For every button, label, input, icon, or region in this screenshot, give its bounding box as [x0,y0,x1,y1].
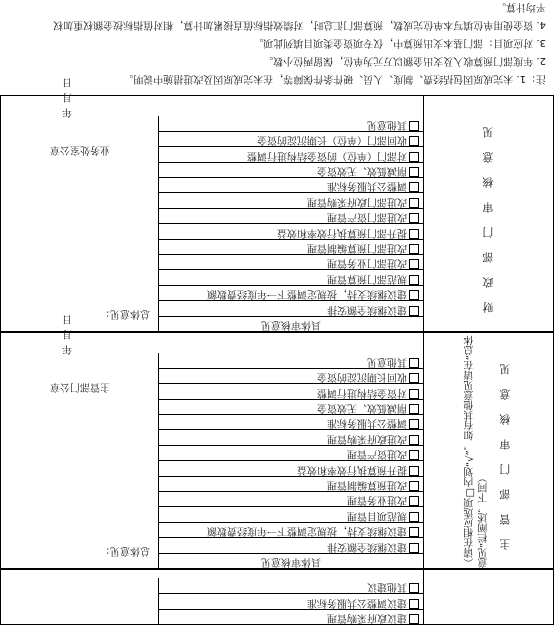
top-option-label: 建议调整公共服务标准 [307,596,407,608]
top-option-label: 其他建议 [367,581,407,593]
checkbox-icon[interactable] [409,182,419,192]
finance-option[interactable] [159,223,423,238]
finance-title-cell [423,96,553,331]
dept-option[interactable] [159,353,423,368]
top-option[interactable] [159,593,423,608]
checkbox-icon[interactable] [409,290,419,300]
checkbox-icon[interactable] [409,450,419,460]
checkbox-icon[interactable] [409,152,419,162]
dept-option-label: 收回长期沉淀的资金 [317,371,407,383]
checkbox-icon[interactable] [409,198,419,208]
dept-option[interactable] [159,522,423,537]
dept-option[interactable] [159,460,423,475]
finance-option[interactable] [159,192,423,207]
dept-option[interactable] [159,537,423,552]
dept-sign [1,313,158,568]
finance-option[interactable] [159,254,423,269]
checkbox-icon[interactable] [409,496,419,506]
top-options [158,578,423,624]
top-section [0,569,554,625]
finance-option-label: 改进部门业务管理 [327,257,407,269]
dept-option-label: 调整公共服务标准 [327,417,407,429]
finance-option-label: 削减低效、无效资金 [317,165,407,177]
finance-option-label: 建议继续全额安排 [327,303,407,315]
checkbox-icon[interactable] [409,358,419,368]
checkbox-icon[interactable] [409,419,419,429]
checkbox-icon[interactable] [409,435,419,445]
finance-option-label: 收回部门（单位）长期沉淀的资金 [257,134,407,146]
dept-option-label: 其他意见 [367,355,407,367]
finance-option-label: 对部门（单位）的资金结构进行调整 [247,149,407,161]
dept-option-label: 改进政府采购管理 [327,432,407,444]
checkbox-icon[interactable] [409,583,419,593]
footnote-line: 注：1. 未完成原因包括经费、制度、人员、硬件条件保障等，在未完成原因及改进措施中说明。 [123,73,546,84]
finance-option[interactable] [159,131,423,146]
top-option[interactable] [159,578,423,593]
finance-option[interactable] [159,239,423,254]
dept-option[interactable] [159,506,423,521]
dept-note: （请在相应选项□内划“√”，如有其他意见请在“总体意见”栏阐述，下同） [464,335,490,568]
checkbox-icon[interactable] [409,527,419,537]
footnote-line: 4. 资金使用单位填写本单位完成数，预算部门汇总时，对绩效指标值直接累加计算，相对值指标按金额权重加权 [53,19,546,30]
dept-option-label: 削减低效、无效资金 [317,402,407,414]
finance-option[interactable] [159,146,423,161]
checkbox-icon[interactable] [409,614,419,624]
dept-option-label: 对资金结构进行调整 [317,386,407,398]
dept-option-label: 规范项目管理 [347,509,407,521]
checkbox-icon[interactable] [409,466,419,476]
dept-overall-label: 总体意见： [100,545,150,556]
finance-option-label: 改进部门预算编制管理 [307,242,407,254]
dept-signer: 主管部门公章 [50,381,110,392]
finance-date: 年 月 日 [44,76,72,117]
checkbox-icon[interactable] [409,244,419,254]
checkbox-icon[interactable] [409,404,419,414]
dept-option-label: 提升预算执行效率和效益 [297,463,407,475]
dept-option[interactable] [159,429,423,444]
finance-option-label: 改进部门政府采购管理 [307,195,407,207]
checkbox-icon[interactable] [409,306,419,316]
finance-option[interactable] [159,300,423,315]
checkbox-icon[interactable] [409,275,419,285]
dept-option-label: 建议继续支持，按规定调整下一年度经费数额 [207,525,407,537]
finance-option-label: 其他意见 [367,118,407,130]
finance-option[interactable] [159,177,423,192]
finance-option[interactable] [159,116,423,131]
footnote-line: 3. 对应项目：部门基本支出预算中，仅专项资金类项目填列此项。 [253,37,546,48]
finance-option-label: 规范部门预算管理 [327,272,407,284]
dept-title-cell [423,333,553,568]
dept-option[interactable] [159,476,423,491]
checkbox-icon[interactable] [409,229,419,239]
dept-option-label: 改进业务管理 [347,494,407,506]
checkbox-icon[interactable] [409,543,419,553]
checkbox-icon[interactable] [409,373,419,383]
checkbox-icon[interactable] [409,121,419,131]
finance-overall-label: 总体意见： [100,308,150,319]
finance-option[interactable] [159,285,423,300]
checkbox-icon[interactable] [409,481,419,491]
checkbox-icon[interactable] [409,389,419,399]
top-option[interactable] [159,609,423,624]
dept-option-label: 改进资产管理 [347,448,407,460]
dept-option[interactable] [159,383,423,398]
footnote-line: 2. 年度部门预算收入及支出金额以万元为单位，保留两位小数。 [263,55,546,66]
dept-option[interactable] [159,491,423,506]
finance-sign [1,76,158,331]
checkbox-icon[interactable] [409,512,419,522]
finance-options [158,116,423,331]
dept-section [0,313,554,569]
footnotes [6,0,546,87]
finance-option-label: 建议继续支持，按规定调整下一年度经费数额 [207,288,407,300]
checkbox-icon[interactable] [409,136,419,146]
finance-head: 具体审核意见 [159,316,423,331]
dept-title: 主管部门审核意见 [498,350,512,551]
dept-date: 年 月 日 [44,313,72,354]
dept-option[interactable] [159,368,423,383]
dept-option[interactable] [159,445,423,460]
dept-option-label: 建议继续全额安排 [327,540,407,552]
top-option-label: 建议政府采购管理 [327,612,407,623]
dept-head: 具体审核意见 [159,553,423,568]
finance-option[interactable] [159,269,423,284]
dept-options [158,353,423,568]
finance-option-label: 改进部门资产管理 [327,211,407,223]
finance-option[interactable] [159,208,423,223]
finance-option[interactable] [159,162,423,177]
checkbox-icon[interactable] [409,259,419,269]
finance-title: 财政部门审核意见 [481,113,495,314]
footnote-line: 平均计算。 [496,1,546,12]
finance-option-label: 调整公共服务标准 [327,180,407,192]
finance-option-label: 提升部门预算执行效率和效益 [277,226,407,238]
dept-option-label: 改进预算编制管理 [327,479,407,491]
checkbox-icon[interactable] [409,599,419,609]
checkbox-icon[interactable] [409,167,419,177]
dept-option[interactable] [159,414,423,429]
dept-option[interactable] [159,399,423,414]
checkbox-icon[interactable] [409,213,419,223]
finance-signer: 业务处室公章 [50,144,110,155]
